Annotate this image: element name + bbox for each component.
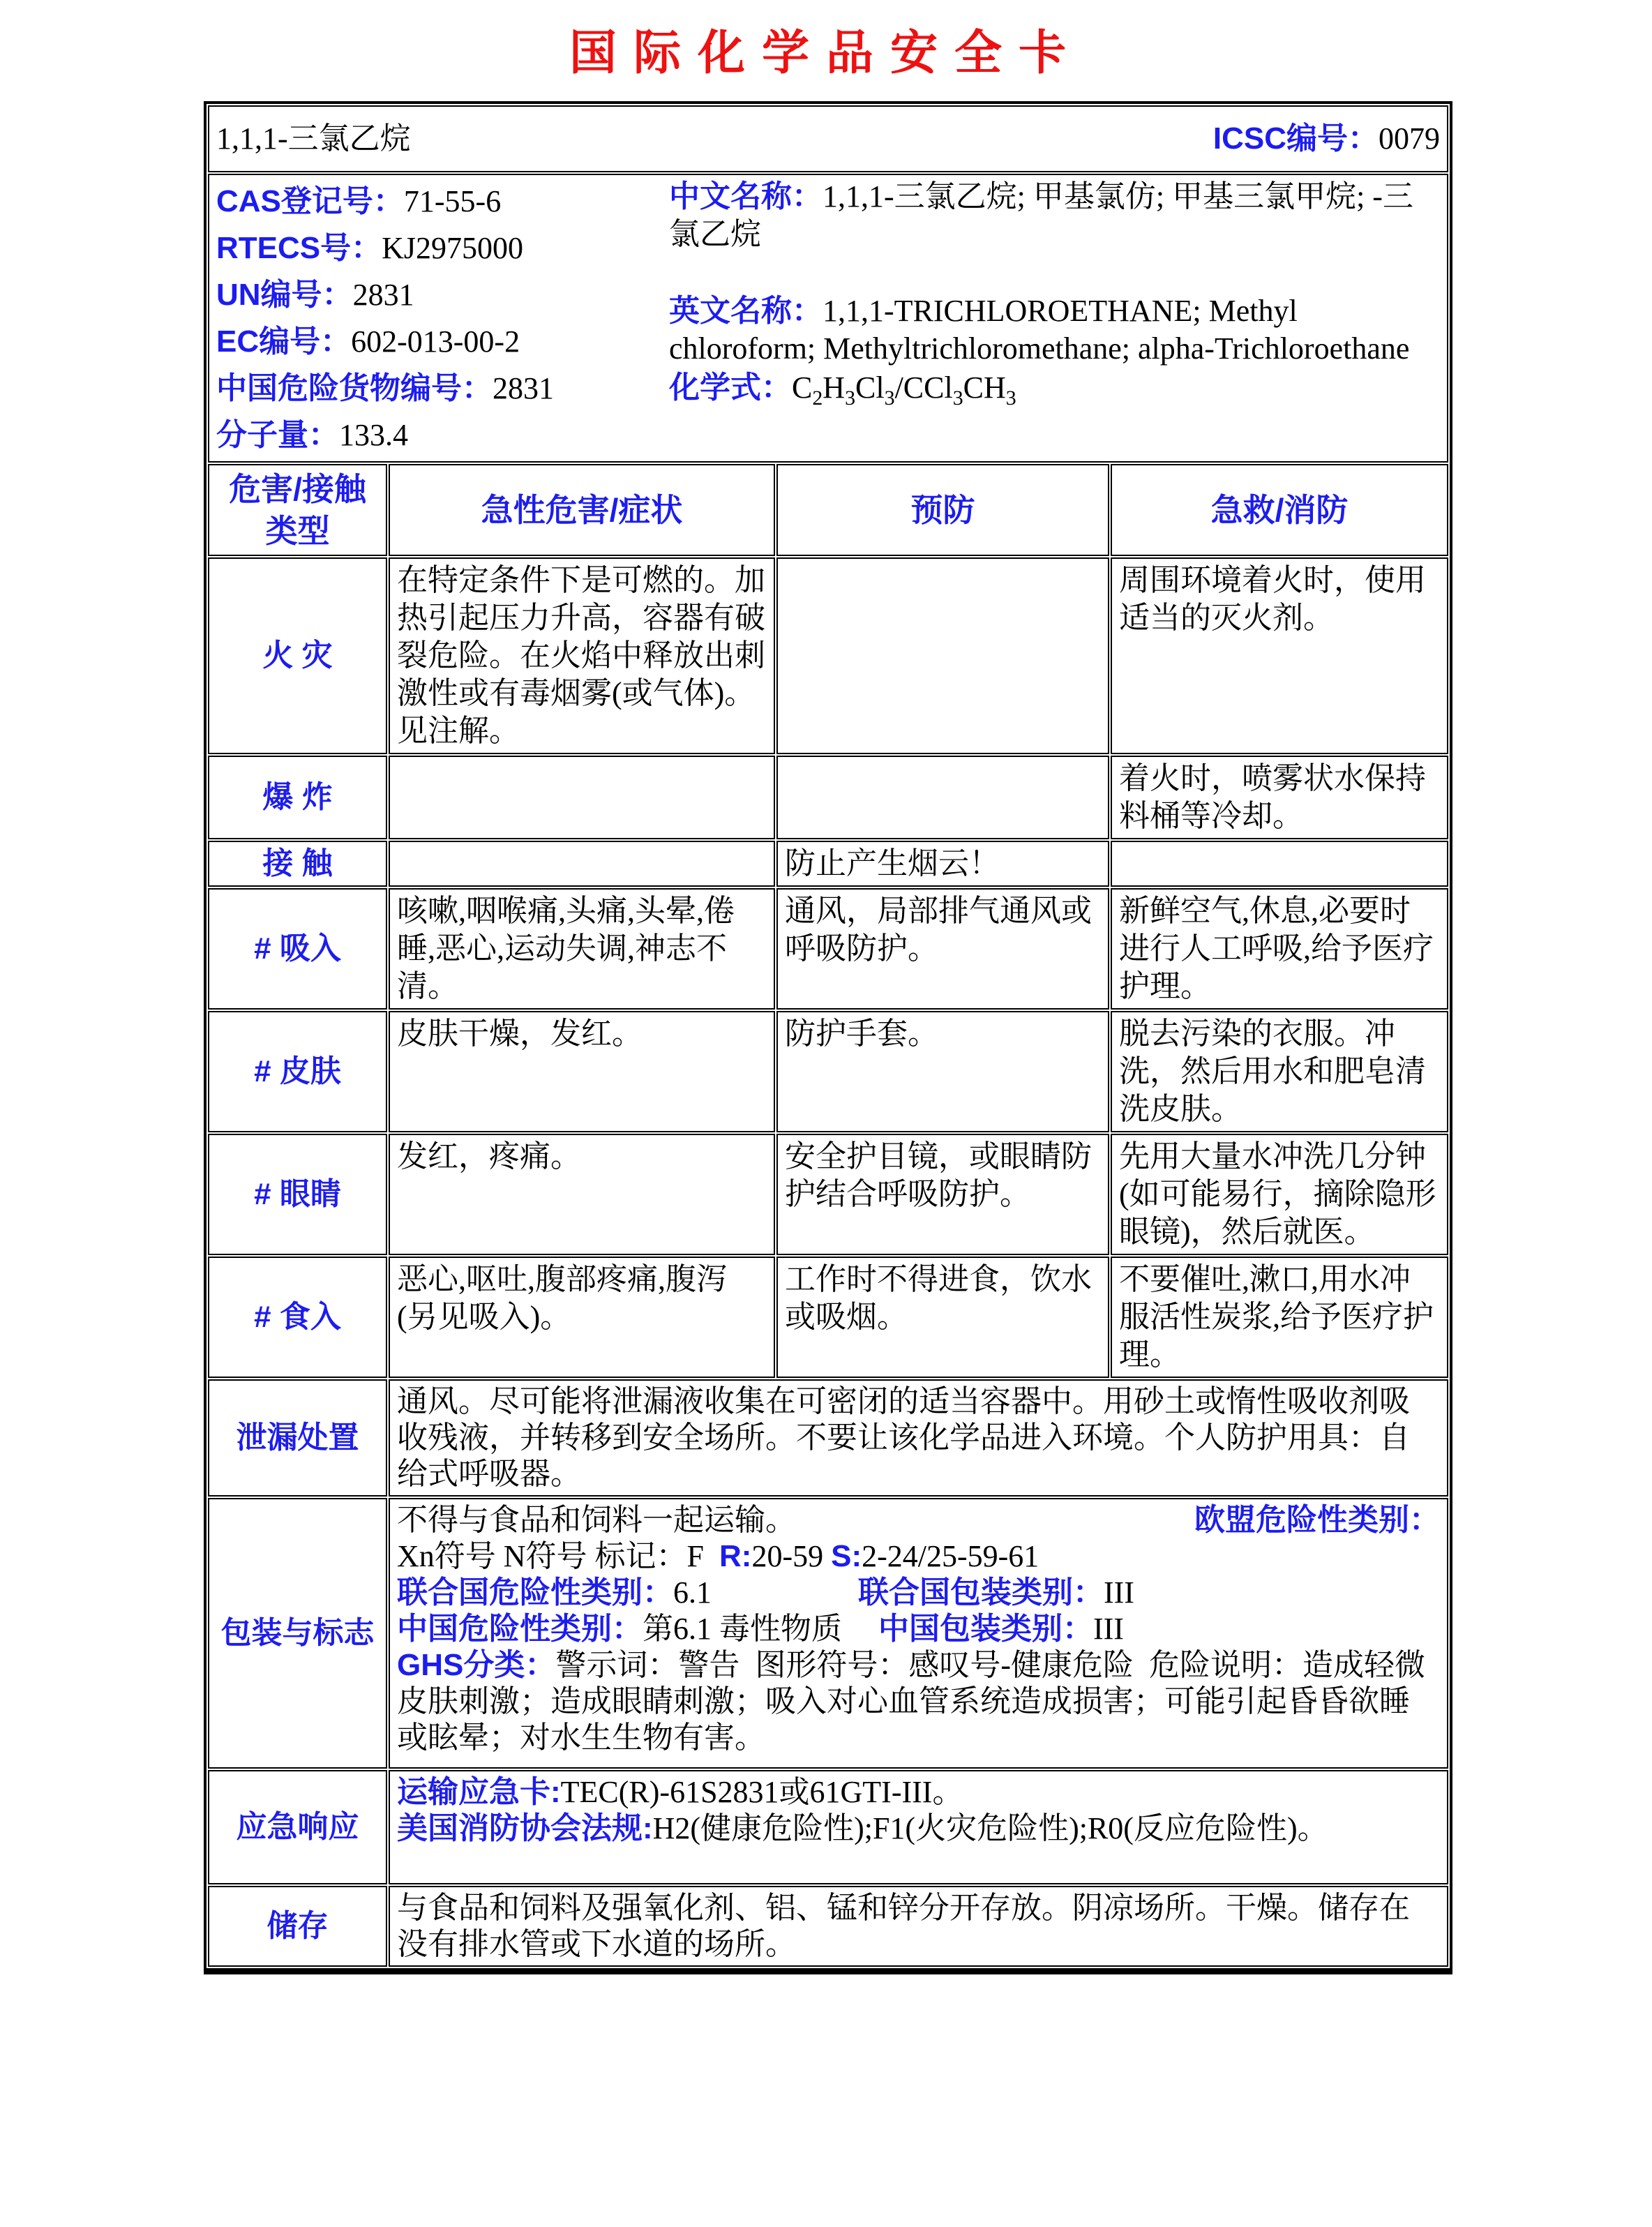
identifier-list (216, 178, 669, 458)
spillage-content: 通风。尽可能将泄漏液收集在可密闭的适当容器中。用砂土或惰性吸收剂吸收残液，并转移到安全场所。不要让该化学品进入环境。个人防护用具：自给式呼吸器。 (389, 1379, 1448, 1497)
identification-cell (208, 174, 1448, 463)
inhalation-first-aid: 新鲜空气,休息,必要时进行人工呼吸,给予医疗护理。 (1111, 888, 1448, 1010)
header-first-aid: 急救/消防 (1111, 464, 1448, 556)
ingestion-first-aid: 不要催吐,漱口,用水冲服活性炭浆,给予医疗护理。 (1111, 1257, 1448, 1378)
identifier-un: UN编号：2831 (216, 278, 414, 312)
eyes-first-aid: 先用大量水冲洗几分钟(如可能易行，摘除隐形眼镜)，然后就医。 (1111, 1134, 1448, 1255)
contact-prevention: 防止产生烟云！ (776, 841, 1109, 887)
icsc-number-label: ICSC编号： (1212, 121, 1379, 156)
row-label-explosion: 爆 炸 (208, 756, 387, 839)
row-label-skin: # 皮肤 (208, 1011, 387, 1132)
storage-content: 与食品和饲料及强氧化剂、铝、锰和锌分开存放。阴凉场所。干燥。储存在没有排水管或下水道的场所。 (389, 1886, 1448, 1967)
row-label-eyes: # 眼睛 (208, 1134, 387, 1255)
eyes-symptoms: 发红，疼痛。 (389, 1134, 775, 1255)
header-prevention: 预防 (776, 464, 1109, 556)
hazard-row-skin (208, 1011, 1448, 1132)
chemical-name: 1,1,1-三氯乙烷 (216, 121, 411, 156)
icsc-card-table (204, 101, 1452, 1974)
identifier-cas: CAS登记号：71-55-6 (216, 184, 502, 218)
icsc-number-value: 0079 (1379, 121, 1441, 156)
identifier-rtecs: RTECS号：KJ2975000 (216, 231, 524, 265)
hazard-row-contact (208, 841, 1448, 887)
explosion-prevention (776, 756, 1109, 839)
section-row-storage (208, 1886, 1448, 1967)
identifier-china-dg: 中国危险货物编号：2831 (216, 371, 554, 405)
section-row-spillage (208, 1379, 1448, 1497)
contact-first-aid (1111, 841, 1448, 887)
row-label-spillage: 泄漏处置 (208, 1379, 387, 1497)
identifier-mol-weight: 分子量：133.4 (216, 418, 408, 452)
icsc-document-page (0, 15, 1652, 2227)
inhalation-symptoms: 咳嗽,咽喉痛,头痛,头晕,倦睡,恶心,运动失调,神志不清。 (389, 888, 775, 1010)
card-header-row (208, 105, 1448, 172)
ingestion-prevention: 工作时不得进食，饮水或吸烟。 (776, 1257, 1109, 1378)
card-header-cell (208, 105, 1448, 172)
identifier-ec: EC编号：602-013-00-2 (216, 324, 520, 359)
hazard-row-eyes (208, 1134, 1448, 1255)
hazard-row-ingestion (208, 1257, 1448, 1378)
explosion-first-aid: 着火时，喷雾状水保持料桶等冷却。 (1111, 756, 1448, 839)
emergency-content: 运输应急卡:TEC(R)-61S2831或61GTI-III。 美国消防协会法规:H2(健康危险性);F1(火灾危险性);R0(反应危险性)。 (389, 1770, 1448, 1884)
explosion-symptoms (389, 756, 775, 839)
row-label-packaging: 包装与标志 (208, 1498, 387, 1769)
page-title: 国际化学品安全卡 (569, 27, 1083, 80)
row-label-storage: 储存 (208, 1886, 387, 1967)
packaging-content: 不得与食品和饲料一起运输。 欧盟危险性类别： Xn符号 N符号 标记：F R:20-59 S:2-24/25-59-61 联合国危险性类别：6.1 联合国包装类别：III 中国危险性类别：第6.1 毒性物质 中国包装类别：III GHS分类：警示词：警告 图形符号：感叹号-健康危险 危险说明：造成轻微皮肤刺激；造成眼睛刺激；吸入对心血管系统造成损害；可能引起昏昏欲睡或眩晕；对水生生物有害。 (389, 1498, 1448, 1769)
row-label-contact: 接 触 (208, 841, 387, 887)
skin-first-aid: 脱去污染的衣服。冲洗，然后用水和肥皂清洗皮肤。 (1111, 1011, 1448, 1132)
hazard-row-explosion (208, 756, 1448, 839)
name-block (669, 178, 1440, 458)
fire-first-aid: 周围环境着火时，使用适当的灭火剂。 (1111, 557, 1448, 754)
row-label-ingestion: # 食入 (208, 1257, 387, 1378)
hazard-header-row (208, 464, 1448, 556)
eyes-prevention: 安全护目镜，或眼睛防护结合呼吸防护。 (776, 1134, 1109, 1255)
header-hazard-type: 危害/接触类型 (208, 464, 387, 556)
chinese-names: 中文名称：1,1,1-三氯乙烷; 甲基氯仿; 甲基三氯甲烷; -三氯乙烷 (668, 179, 1413, 251)
inhalation-prevention: 通风，局部排气通风或呼吸防护。 (776, 888, 1109, 1010)
chemical-formula: 化学式：$C_2H_3Cl_3/CCl_3CH_3$ (668, 370, 1016, 410)
identification-row (208, 174, 1448, 463)
hazard-row-fire (208, 557, 1448, 754)
section-row-packaging (208, 1498, 1448, 1769)
skin-symptoms: 皮肤干燥，发红。 (389, 1011, 775, 1132)
row-label-emergency: 应急响应 (208, 1770, 387, 1884)
header-symptoms: 急性危害/症状 (389, 464, 775, 556)
fire-symptoms: 在特定条件下是可燃的。加热引起压力升高，容器有破裂危险。在火焰中释放出刺激性或有毒烟雾(或气体)。见注解。 (389, 557, 775, 754)
ingestion-symptoms: 恶心,呕吐,腹部疼痛,腹泻(另见吸入)。 (389, 1257, 775, 1378)
contact-symptoms (389, 841, 775, 887)
icsc-number (1213, 120, 1440, 158)
skin-prevention: 防护手套。 (776, 1011, 1109, 1132)
hazard-row-inhalation (208, 888, 1448, 1010)
fire-prevention (776, 557, 1109, 754)
section-row-emergency (208, 1770, 1448, 1884)
english-names: 英文名称：1,1,1-TRICHLOROETHANE; Methyl chloroform; Methyltrichloromethane; alpha-Trichloroethane (668, 294, 1410, 366)
row-label-inhalation: # 吸入 (208, 888, 387, 1010)
row-label-fire: 火 灾 (208, 557, 387, 754)
